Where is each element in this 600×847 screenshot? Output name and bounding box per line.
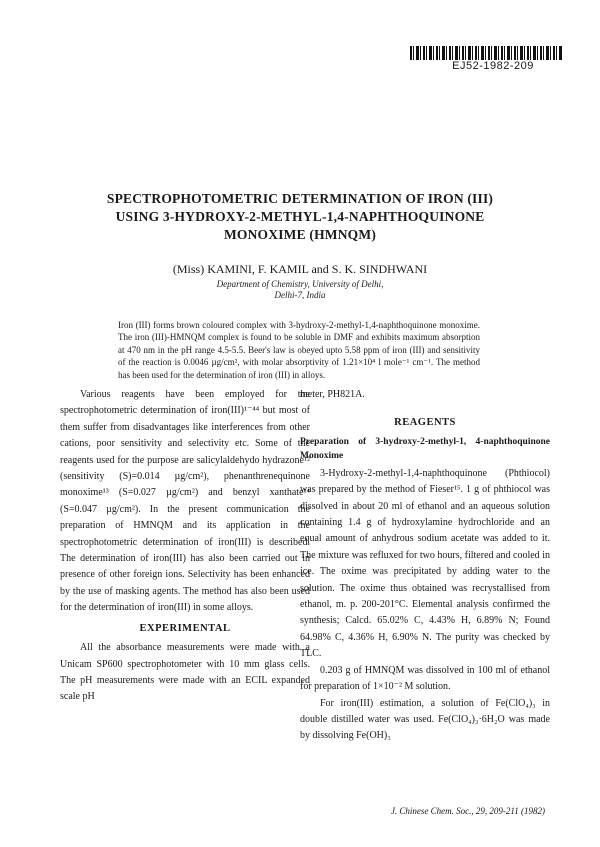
iron-estimation-paragraph: For iron(III) estimation, a solution of Fe(ClO₄)₃ in double distilled water was used. Fe(ClO₄)₃·6H₂O was made by dissolving Fe(OH)₃ [300,697,550,742]
title-line: USING 3-HYDROXY-2-METHYL-1,4-NAPHTHOQUINONE [115,209,485,224]
affiliation [150,279,450,301]
paper-title [60,190,540,244]
abstract: Iron (III) forms brown coloured complex with 3-hydroxy-2-methyl-1,4-naphthoquinone monoxime. The iron (III)-HMNQM complex is found to be soluble in DMF and exhibits maximum absorption at 470 nm in the pH range 4.5-5.5. Beer's law is obeyed upto 5.58 ppm of iron (III) and sensitivity of the reaction is 0.0046 µg/cm², with molar absorptivity of 1.21×10⁴ l mole⁻¹ cm⁻¹. The method has been used for the determination of iron (III) in alloys. [118,320,480,380]
title-line: SPECTROPHOTOMETRIC DETERMINATION OF IRON (III) [106,191,494,206]
experimental-paragraph: All the absorbance measurements were made with a Unicam SP600 spectrophotometer with 10 mm glass cells. The pH measurements were made with an ECIL expanded scale pH [60,642,310,703]
preparation-paragraph: 3-Hydroxy-2-methyl-1,4-naphthoquinone (Phthiocol) was prepared by the method of Fieser¹⁵. 1 g of phthiocol was dissolved in about 20 ml of ethanol and an aqueous solution containing 1.4 g of hydroxylamine hydrochloride and an equal amount of anhydrous sodium acetate was added to it. The mixture was refluxed for two hours, filtered and cooled in ice. The oxime was precipitated by adding water to the solution. The oxime thus obtained was recrystallised from ethanol, m. p. 200-201°C. Elemental analysis confirmed the synthesis; Calcd. 65.02% C, 4.43% H, 6.89% N; Found 64.98% C, 4.36% H, 6.90% N. The purity was checked by TLC. [300,467,550,660]
title-line: MONOXIME (HMNQM) [223,227,377,242]
affiliation-line: Delhi-7, India [274,290,326,300]
authors: (Miss) KAMINI, F. KAMIL and S. K. SINDHWANI [172,262,428,276]
reagents-heading: REAGENTS [394,417,456,429]
right-column [300,387,550,827]
continuation-text: meter, PH821A. [300,389,365,400]
solution-paragraph: 0.203 g of HMNQM was dissolved in 100 ml of ethanol for preparation of 1×10⁻² M solution. [300,664,550,693]
experimental-heading: EXPERIMENTAL [139,622,231,634]
left-column [60,387,310,827]
journal-citation: J. Chinese Chem. Soc., 29, 209-211 (1982) [390,806,545,816]
preparation-subheading: Preparation of 3-hydroxy-2-methyl-1, 4-naphthoquinone Monoxime [300,436,550,461]
document-id: EJ52-1982-209 [452,60,534,72]
barcode [410,46,562,60]
affiliation-line: Department of Chemistry, University of Delhi, [216,279,384,289]
introduction-paragraph: Various reagents have been employed for the spectrophotometric determination of iron(III)¹⁻⁴⁴ but most of them suffer from disadvantages like interferences from other cations, poor sensitivity and selectivity etc. Some of the reagents used for the purpose are salicylaldehydo hydrazone¹² (sensitivity (S)=0.014 µg/cm²), phenanthrenequinone monoxime¹³ (S=0.027 µg/cm²) and benzyl xanthate¹⁴ (S=0.047 µg/cm²). In the present communication the preparation of HMNQM and its application in the spectrophotometric determination of iron(III) is described. The determination of iron(III) has also been carried out in presence of other foreign ions. Selectivity has been enhanced by the use of masking agents. The method has also been used for the determination of iron(III) in some alloys. [60,389,310,614]
